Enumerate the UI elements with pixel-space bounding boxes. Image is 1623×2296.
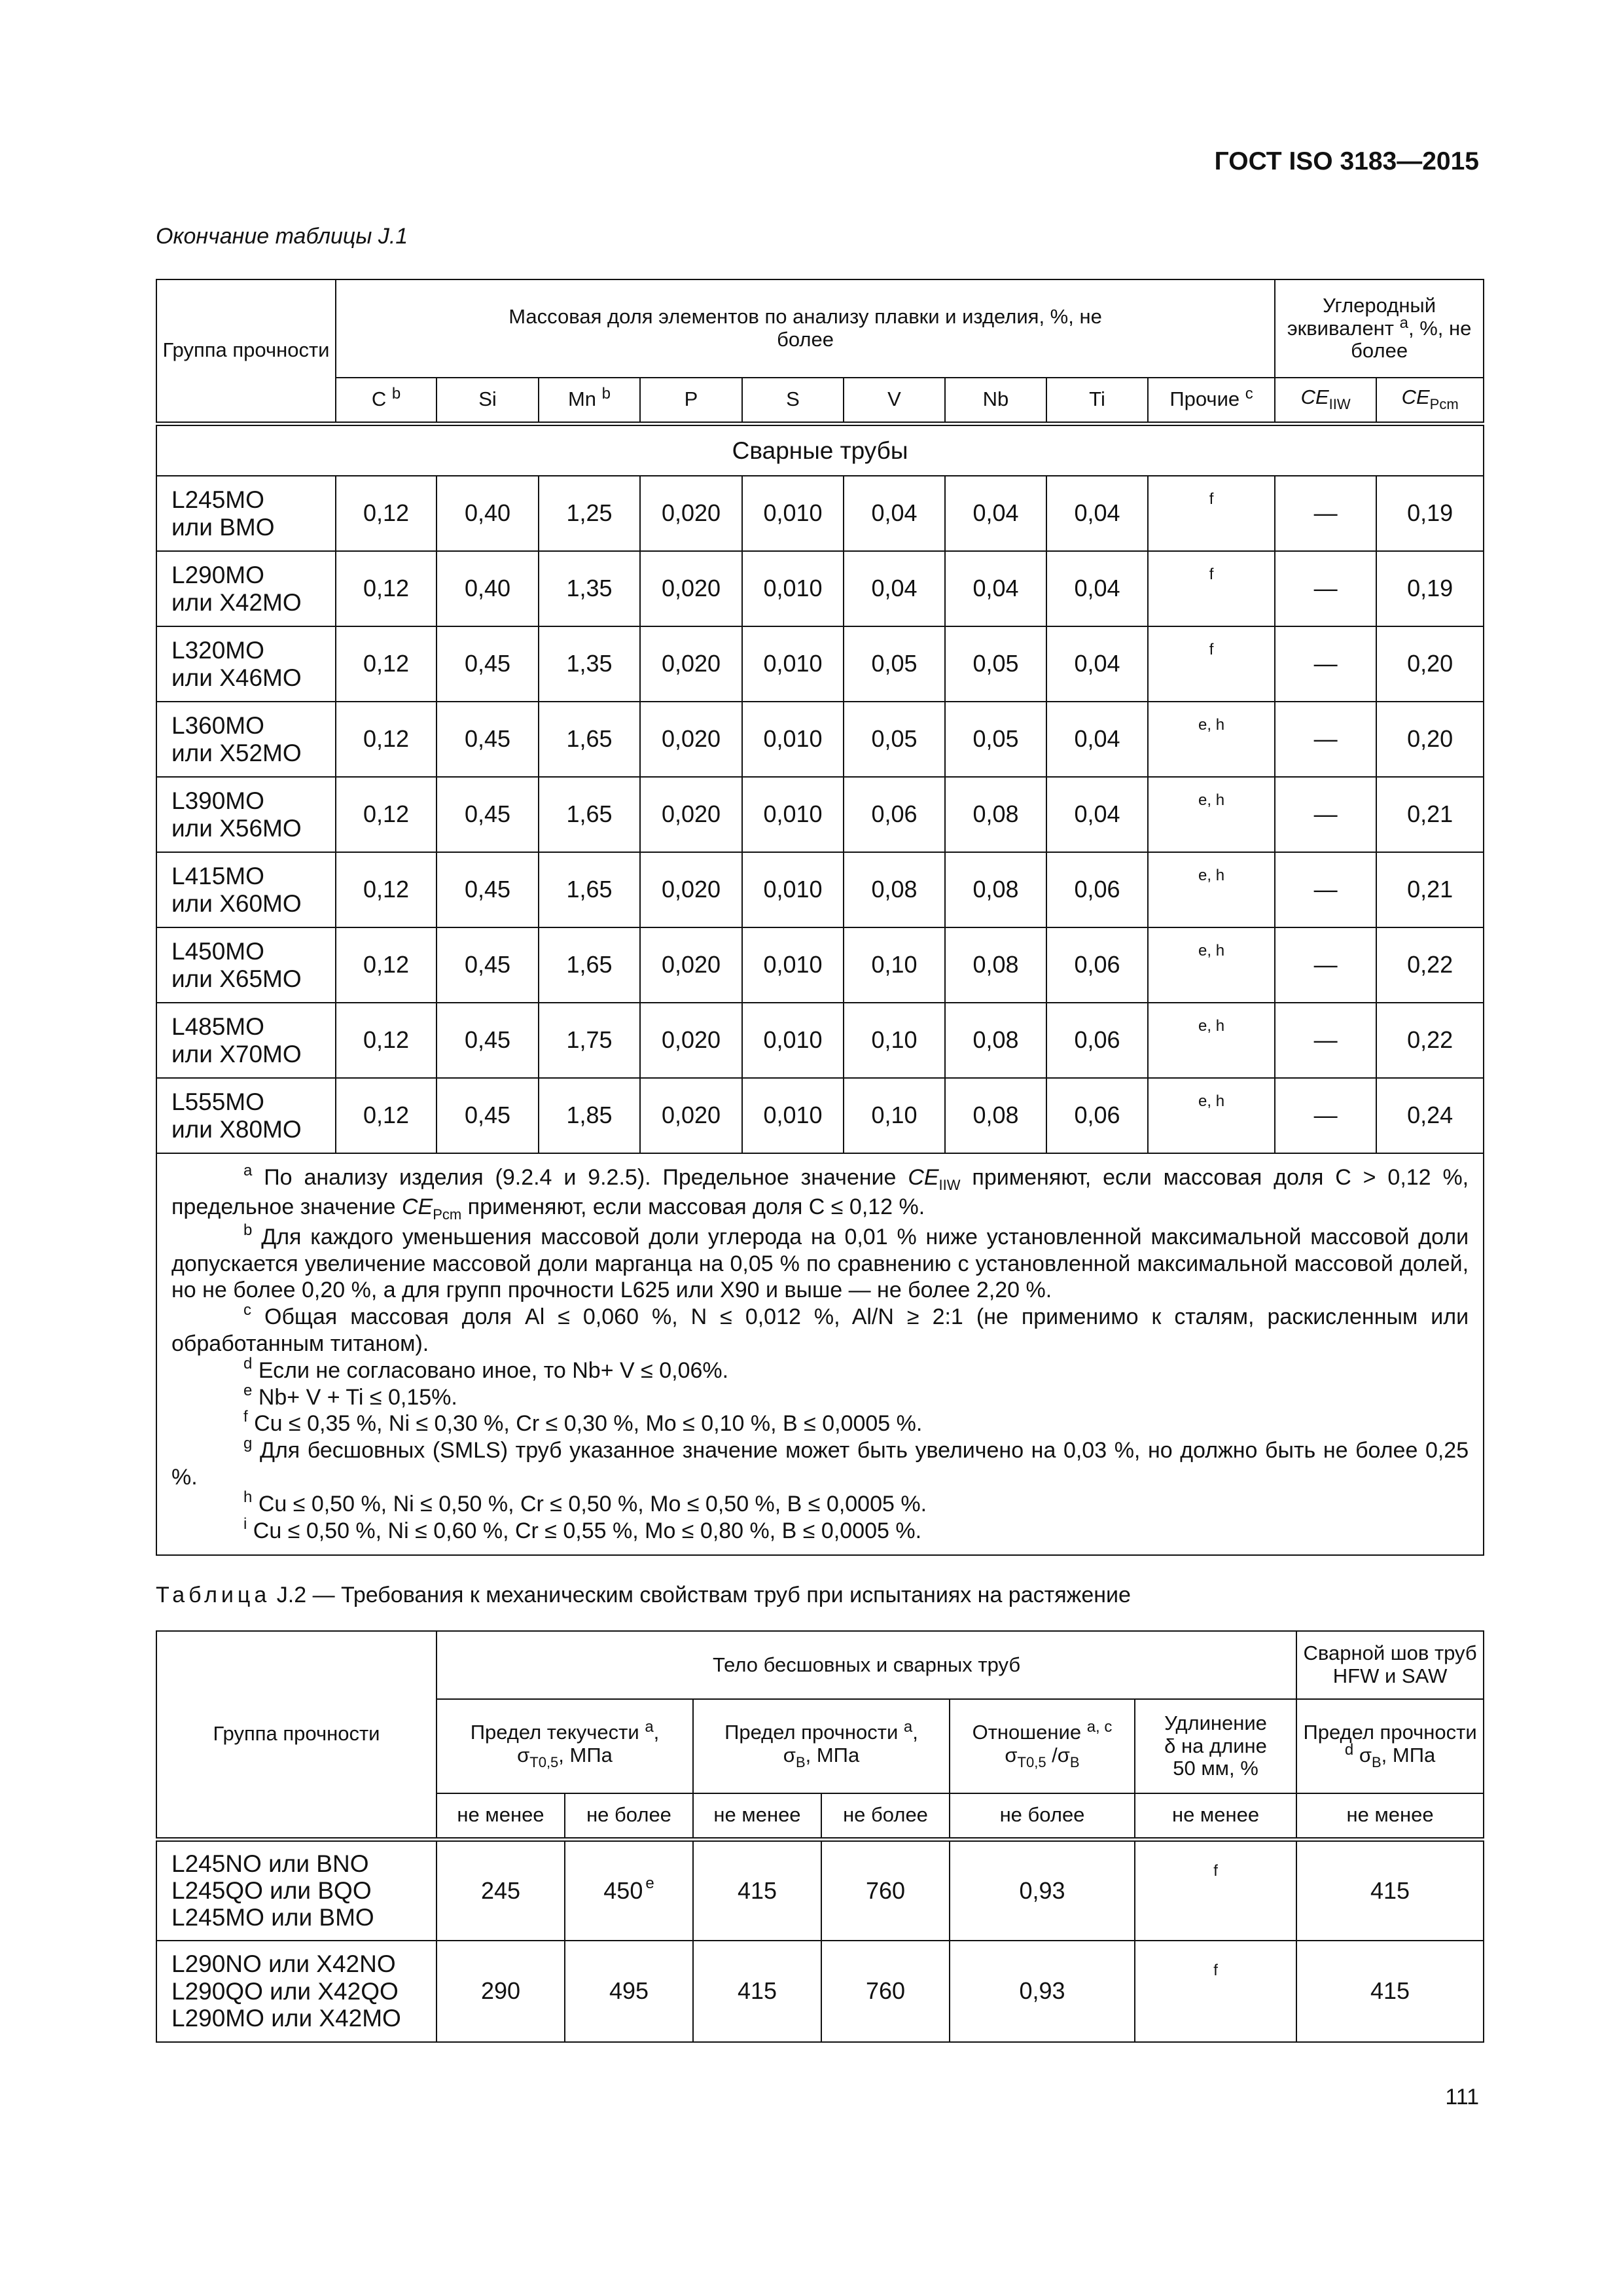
- mass-fraction-cell: 1,65: [539, 777, 640, 852]
- ceiiw-cell: —: [1275, 626, 1376, 702]
- mass-fraction-cell: 0,010: [742, 1003, 844, 1078]
- ratio-max-header: не более: [950, 1793, 1135, 1839]
- cepcm-cell: 0,19: [1376, 551, 1484, 626]
- y-max-cell: 495: [565, 1941, 693, 2042]
- mass-fraction-cell: 0,45: [437, 852, 539, 927]
- mass-fraction-cell: 0,08: [945, 777, 1046, 852]
- weld-tensile-header: Предел прочности $^d$ $\sigma_B$, МПа: [1296, 1699, 1484, 1793]
- mass-fraction-cell: 0,45: [437, 1078, 539, 1153]
- table-row: [156, 626, 1484, 702]
- t-min-cell: 415: [693, 1839, 821, 1941]
- mass-fraction-cell: 0,10: [844, 1078, 945, 1153]
- element-col-header: Ti: [1046, 378, 1148, 423]
- mass-fraction-cell: 0,06: [1046, 1003, 1148, 1078]
- footnote-i: $^i$ Cu ≤ 0,50 %, Ni ≤ 0,60 %, Cr ≤ 0,55 %, Mo ≤ 0,80 %, B ≤ 0,0005 %.: [243, 1515, 922, 1543]
- mass-fraction-cell: 0,020: [640, 702, 742, 777]
- mass-fraction-cell: 0,020: [640, 626, 742, 702]
- element-col-header: Nb: [945, 378, 1046, 423]
- table-row: [156, 1839, 1484, 1941]
- mass-fraction-cell: 0,12: [336, 1078, 437, 1153]
- section-welded-pipes: Сварные трубы: [156, 423, 1484, 476]
- page-number: 111: [1445, 2085, 1479, 2109]
- t-max-cell: 760: [821, 1839, 950, 1941]
- weld-cell: 415: [1296, 1839, 1484, 1941]
- mass-fraction-cell: 0,12: [336, 476, 437, 551]
- ce-iiw-header: $CE_{IIW}$: [1275, 378, 1376, 423]
- cepcm-cell: 0,21: [1376, 777, 1484, 852]
- footnote-f: $^f$ Cu ≤ 0,35 %, Ni ≤ 0,30 %, Cr ≤ 0,30 %, Mo ≤ 0,10 %, B ≤ 0,0005 %.: [243, 1408, 923, 1437]
- mass-fraction-cell: 0,45: [437, 702, 539, 777]
- t-max-cell: 760: [821, 1941, 950, 2042]
- mass-fraction-cell: 0,010: [742, 551, 844, 626]
- mass-fraction-cell: 0,06: [1046, 852, 1148, 927]
- table-row: [156, 1078, 1484, 1153]
- y-max-cell: 450 $^e$: [565, 1839, 693, 1941]
- strength-grade: L360MO или X52MO: [156, 702, 336, 777]
- elong-cell: f: [1135, 1839, 1296, 1941]
- mass-fraction-cell: 0,08: [945, 1003, 1046, 1078]
- strength-grade: L485MO или X70MO: [156, 1003, 336, 1078]
- mass-fraction-cell: 0,40: [437, 476, 539, 551]
- mass-fraction-cell: 0,04: [1046, 626, 1148, 702]
- mass-fraction-cell: 0,06: [844, 777, 945, 852]
- carbon-equivalent-header: Углеродный эквивалент $^a$, %, не более: [1275, 279, 1484, 378]
- ceiiw-cell: —: [1275, 852, 1376, 927]
- footnotes: [156, 1153, 1484, 1555]
- cepcm-cell: 0,24: [1376, 1078, 1484, 1153]
- mass-fraction-cell: 0,04: [1046, 702, 1148, 777]
- yield-min-header: не менее: [437, 1793, 565, 1839]
- ratio-cell: 0,93: [950, 1839, 1135, 1941]
- other-elements-cell: e, h: [1148, 927, 1275, 1003]
- table-continuation-label: Окончание таблицы J.1: [156, 224, 408, 249]
- mass-fraction-cell: 1,35: [539, 626, 640, 702]
- mass-fraction-cell: 0,06: [1046, 1078, 1148, 1153]
- other-elements-cell: f: [1148, 626, 1275, 702]
- table-row: [156, 777, 1484, 852]
- mass-fraction-cell: 0,05: [844, 702, 945, 777]
- ceiiw-cell: —: [1275, 1078, 1376, 1153]
- mass-fraction-cell: 0,05: [844, 626, 945, 702]
- mass-fraction-cell: 0,08: [945, 1078, 1046, 1153]
- other-elements-cell: e, h: [1148, 1078, 1275, 1153]
- tensile-max-header: не более: [821, 1793, 950, 1839]
- mass-fraction-cell: 0,04: [1046, 551, 1148, 626]
- mass-fraction-cell: 0,12: [336, 702, 437, 777]
- group-header: Группа прочности: [156, 279, 336, 423]
- weld-seam-header: Сварной шов труб HFW и SAW: [1296, 1631, 1484, 1699]
- elongation-header: Удлинение δ на длине 50 мм, %: [1135, 1699, 1296, 1793]
- footnote-c: $^c$ Общая массовая доля Al ≤ 0,060 %, N ≤ 0,012 %, Al/N ≥ 2:1 (не применимо к сталям, раскисленным или обработанным титаном).: [171, 1301, 1469, 1356]
- element-col-header: C $^b$: [336, 378, 437, 423]
- mass-fraction-cell: 1,75: [539, 1003, 640, 1078]
- table-row: [156, 1941, 1484, 2042]
- y-min-cell: 290: [437, 1941, 565, 2042]
- mass-fraction-cell: 0,04: [844, 476, 945, 551]
- mass-fraction-cell: 0,08: [945, 927, 1046, 1003]
- mass-fraction-cell: 0,020: [640, 1003, 742, 1078]
- mass-fraction-cell: 0,020: [640, 551, 742, 626]
- mass-fraction-cell: 0,010: [742, 702, 844, 777]
- mass-fraction-cell: 0,010: [742, 777, 844, 852]
- element-col-header: S: [742, 378, 844, 423]
- table-row: [156, 927, 1484, 1003]
- cepcm-cell: 0,20: [1376, 626, 1484, 702]
- mass-fraction-cell: 0,12: [336, 777, 437, 852]
- cepcm-cell: 0,19: [1376, 476, 1484, 551]
- footnote-g: $^g$ Для бесшовных (SMLS) труб указанное значение может быть увеличено на 0,03 %, но должно быть не более 0,25 %.: [171, 1435, 1469, 1490]
- footnote-e: $^e$ Nb+ V + Ti ≤ 0,15%.: [243, 1381, 457, 1410]
- strength-grade: L290NO или X42NO L290QO или X42QO L290MO или X42MO: [156, 1941, 437, 2042]
- cepcm-cell: 0,22: [1376, 1003, 1484, 1078]
- mass-fraction-cell: 0,12: [336, 927, 437, 1003]
- mass-fraction-cell: 0,04: [844, 551, 945, 626]
- mass-fraction-cell: 0,020: [640, 777, 742, 852]
- mass-fraction-cell: 1,35: [539, 551, 640, 626]
- weld-cell: 415: [1296, 1941, 1484, 2042]
- ceiiw-cell: —: [1275, 476, 1376, 551]
- t2-group-header: Группа прочности: [156, 1631, 437, 1839]
- footnote-h: $^h$ Cu ≤ 0,50 %, Ni ≤ 0,50 %, Cr ≤ 0,50 %, Mo ≤ 0,50 %, B ≤ 0,0005 %.: [243, 1488, 927, 1516]
- ceiiw-cell: —: [1275, 702, 1376, 777]
- cepcm-cell: 0,21: [1376, 852, 1484, 927]
- strength-grade: L290MO или X42MO: [156, 551, 336, 626]
- table-j2: [156, 1630, 1484, 2043]
- cepcm-cell: 0,22: [1376, 927, 1484, 1003]
- ratio-header: Отношение $^{a, c}$ $\sigma_{T0,5}$ $/\sigma_B$: [950, 1699, 1135, 1793]
- mass-fraction-cell: 0,12: [336, 852, 437, 927]
- mass-fraction-cell: 0,010: [742, 626, 844, 702]
- strength-grade: L390MO или X56MO: [156, 777, 336, 852]
- mass-fraction-cell: 0,40: [437, 551, 539, 626]
- table-row: [156, 476, 1484, 551]
- strength-grade: L555MO или X80MO: [156, 1078, 336, 1153]
- ceiiw-cell: —: [1275, 927, 1376, 1003]
- table-row: [156, 852, 1484, 927]
- strength-grade: L245NO или BNO L245QO или BQO L245MO или BMO: [156, 1839, 437, 1941]
- mass-fraction-cell: 0,08: [945, 852, 1046, 927]
- ceiiw-cell: —: [1275, 551, 1376, 626]
- mass-fraction-cell: 0,45: [437, 1003, 539, 1078]
- mass-fraction-cell: 0,45: [437, 626, 539, 702]
- element-col-header: P: [640, 378, 742, 423]
- mass-fraction-cell: 0,45: [437, 927, 539, 1003]
- mass-fraction-cell: 0,12: [336, 1003, 437, 1078]
- mass-fraction-cell: 0,04: [945, 476, 1046, 551]
- strength-grade: L320MO или X46MO: [156, 626, 336, 702]
- mass-fraction-cell: 1,85: [539, 1078, 640, 1153]
- other-elements-cell: f: [1148, 551, 1275, 626]
- other-elements-cell: e, h: [1148, 1003, 1275, 1078]
- ce-pcm-header: $CE_{Pcm}$: [1376, 378, 1484, 423]
- table-row: [156, 1003, 1484, 1078]
- t-min-cell: 415: [693, 1941, 821, 2042]
- weld-min-header: не менее: [1296, 1793, 1484, 1839]
- mass-fraction-cell: 0,020: [640, 1078, 742, 1153]
- mass-fraction-cell: 0,04: [1046, 777, 1148, 852]
- mass-fraction-cell: 1,65: [539, 852, 640, 927]
- element-col-header: V: [844, 378, 945, 423]
- other-elements-cell: e, h: [1148, 852, 1275, 927]
- mass-fraction-cell: 0,45: [437, 777, 539, 852]
- mass-fraction-cell: 1,65: [539, 702, 640, 777]
- other-elements-cell: e, h: [1148, 702, 1275, 777]
- other-elements-cell: f: [1148, 476, 1275, 551]
- other-elements-cell: e, h: [1148, 777, 1275, 852]
- table-j1: [156, 279, 1484, 1556]
- element-col-header: Mn $^b$: [539, 378, 640, 423]
- mass-fraction-cell: 0,08: [844, 852, 945, 927]
- mass-fraction-cell: 0,10: [844, 1003, 945, 1078]
- mass-fraction-cell: 0,04: [945, 551, 1046, 626]
- mass-fraction-cell: 0,020: [640, 476, 742, 551]
- ceiiw-cell: —: [1275, 777, 1376, 852]
- mass-fraction-header: Массовая доля элементов по анализу плавки и изделия, %, не более: [336, 279, 1275, 378]
- mass-fraction-cell: 0,12: [336, 626, 437, 702]
- strength-grade: L415MO или X60MO: [156, 852, 336, 927]
- mass-fraction-cell: 0,010: [742, 852, 844, 927]
- strength-grade: L450MO или X65MO: [156, 927, 336, 1003]
- mass-fraction-cell: 0,12: [336, 551, 437, 626]
- elongation-min-header: не менее: [1135, 1793, 1296, 1839]
- mass-fraction-cell: 0,010: [742, 1078, 844, 1153]
- tensile-strength-header: Предел прочности $^a$, $\sigma_B$, МПа: [693, 1699, 950, 1793]
- table-row: [156, 702, 1484, 777]
- footnote-b: $^b$ Для каждого уменьшения массовой доли углерода на 0,01 % ниже установленной максимальной массовой доли допускается увеличение массовой доли марганца на 0,05 % по сравнению с установленной максимальной массовой долей, но не более 0,20 %, а для групп прочности L625 или X90 и выше — не более 2,20 %.: [171, 1221, 1469, 1303]
- footnote-a: $^a$ По анализу изделия (9.2.4 и 9.2.5). Предельное значение $CE_{IIW}$ применяют, если массовая доля C > 0,12 %, предельное значение $CE_{Pcm}$ применяют, если массовая доля C ≤ 0,12 %.: [171, 1162, 1469, 1223]
- elong-cell: f: [1135, 1941, 1296, 2042]
- document-header: ГОСТ ISO 3183—2015: [1214, 147, 1479, 175]
- mass-fraction-cell: 0,010: [742, 476, 844, 551]
- mass-fraction-cell: 0,10: [844, 927, 945, 1003]
- mass-fraction-cell: 0,020: [640, 927, 742, 1003]
- y-min-cell: 245: [437, 1839, 565, 1941]
- mass-fraction-cell: 0,06: [1046, 927, 1148, 1003]
- cepcm-cell: 0,20: [1376, 702, 1484, 777]
- table-j2-caption: Таблица J.2 — Требования к механическим свойствам труб при испытаниях на растяжение: [156, 1583, 1131, 1607]
- pipe-body-header: Тело бесшовных и сварных труб: [437, 1631, 1296, 1699]
- mass-fraction-cell: 1,25: [539, 476, 640, 551]
- mass-fraction-cell: 0,05: [945, 626, 1046, 702]
- mass-fraction-cell: 0,05: [945, 702, 1046, 777]
- element-col-header: Si: [437, 378, 539, 423]
- mass-fraction-cell: 0,04: [1046, 476, 1148, 551]
- mass-fraction-cell: 0,010: [742, 927, 844, 1003]
- table-row: [156, 551, 1484, 626]
- footnote-d: $^d$ Если не согласовано иное, то Nb+ V ≤ 0,06%.: [243, 1354, 729, 1383]
- ceiiw-cell: —: [1275, 1003, 1376, 1078]
- strength-grade: L245MO или BMO: [156, 476, 336, 551]
- yield-strength-header: Предел текучести $^a$, $\sigma_{T0,5}$, МПа: [437, 1699, 693, 1793]
- ratio-cell: 0,93: [950, 1941, 1135, 2042]
- mass-fraction-cell: 0,020: [640, 852, 742, 927]
- yield-max-header: не более: [565, 1793, 693, 1839]
- element-col-header: Прочие $^c$: [1148, 378, 1275, 423]
- mass-fraction-cell: 1,65: [539, 927, 640, 1003]
- tensile-min-header: не менее: [693, 1793, 821, 1839]
